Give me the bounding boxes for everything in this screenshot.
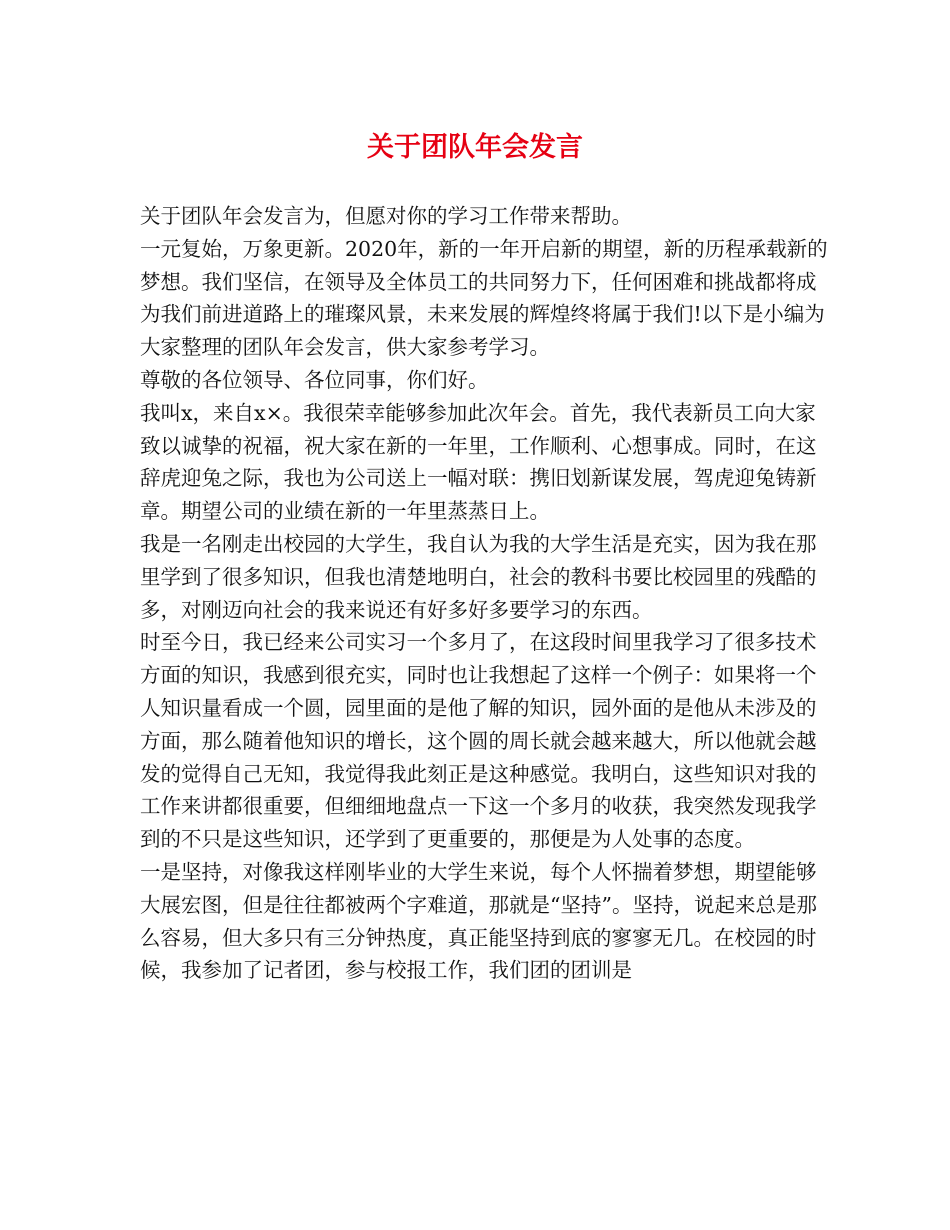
document-body — [140, 200, 830, 987]
paragraph: 我是一名刚走出校园的大学生，我自认为我的大学生活是充实，因为我在那里学到了很多知识，但我也清楚地明白，社会的教科书要比校园里的残酷的多，对刚迈向社会的我来说还有好多好多要学习的东西。 — [140, 531, 817, 622]
paragraph: 我叫x，来自x×。我很荣幸能够参加此次年会。首先，我代表新员工向大家致以诚挚的祝福，祝大家在新的一年里，工作顺利、心想事成。同时，在这辞虎迎兔之际，我也为公司送上一幅对联：携旧划新谋发展，驾虎迎兔铸新章。期望公司的业绩在新的一年里蒸蒸日上。 — [140, 400, 817, 524]
document-title: 关于团队年会发言 — [367, 132, 583, 163]
paragraph: 一是坚持，对像我这样刚毕业的大学生来说，每个人怀揣着梦想，期望能够大展宏图，但是往往都被两个字难道，那就是“坚持”。坚持，说起来总是那么容易，但大多只有三分钟热度，真正能坚持到底的寥寥无几。在校园的时候，我参加了记者团，参与校报工作，我们团的团训是 — [140, 859, 817, 983]
paragraph: 一元复始，万象更新。2020年，新的一年开启新的期望，新的历程承载新的梦想。我们坚信，在领导及全体员工的共同努力下，任何困难和挑战都将成为我们前进道路上的璀璨风景，未来发展的辉煌终将属于我们!以下是小编为大家整理的团队年会发言，供大家参考学习。 — [140, 236, 828, 360]
paragraph: 关于团队年会发言为，但愿对你的学习工作带来帮助。 — [140, 204, 632, 228]
paragraph: 尊敬的各位领导、各位同事，你们好。 — [140, 367, 489, 392]
paragraph: 时至今日，我已经来公司实习一个多月了，在这段时间里我学习了很多技术方面的知识，我感到很充实，同时也让我想起了这样一个例子：如果将一个人知识量看成一个圆，园里面的是他了解的知识，园外面的是他从未涉及的方面，那么随着他知识的增长，这个圆的周长就会越来越大，所以他就会越发的觉得自己无知，我觉得我此刻正是这种感觉。我明白，这些知识对我的工作来讲都很重要，但细细地盘点一下这一个多月的收获，我突然发现我学到的不只是这些知识，还学到了更重要的，那便是为人处事的态度。 — [140, 630, 817, 852]
